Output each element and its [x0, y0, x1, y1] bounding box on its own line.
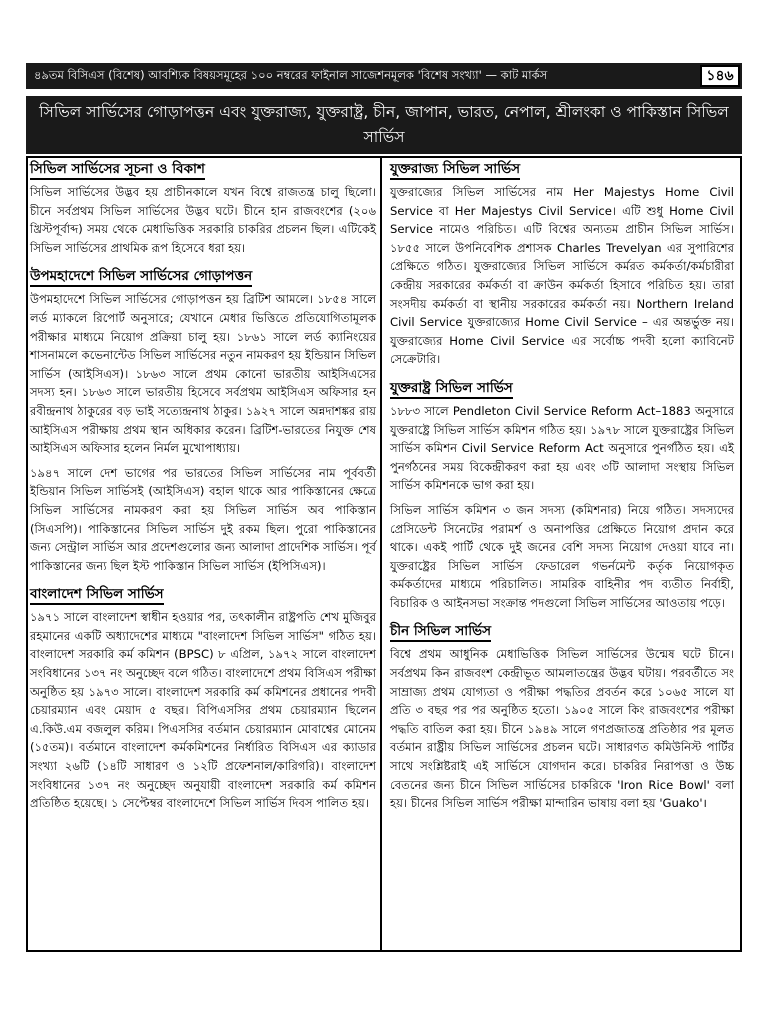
- paragraph: উপমহাদেশে সিভিল সার্ভিসের গোড়াপত্তন হয় ব্রিটিশ আমলে। ১৮৫৪ সালে লর্ড ম্যাকলে রিপোর্ট অনুসারে; যেখানে মেধার ভিত্তিতে প্রতিযোগিতামূলক পরীক্ষার মাধ্যমে নিয়োগ প্রক্রিয়া চালু হয়। ১৮৬১ সালে লর্ড ক্যানিংয়ের শাসনামলে কভেনান্টেড সিভিল সার্ভিসের নতুন নামকরণ হয় ইন্ডিয়ান সিভিল সার্ভিস (আইসিএস)। ১৮৬৩ সালে প্রথম কোনো ভারতীয় আইসিএসের সদস্য হন। ১৮৬৩ সালে ভারতীয় হিসেবে সর্বপ্রথম আইসিএস অফিসার হন রবীন্দ্রনাথ ঠাকুরের বড় ভাই সত্যেন্দ্রনাথ ঠাকুর। ১৯২৭ সালে অন্নদাশঙ্কর রায় আইসিএস পরীক্ষায় প্রথম স্থান অধিকার করেন। ব্রিটিশ-ভারতের নিযুক্ত শেষ আইসিএস অফিসার হলেন নির্মল মুখোপাধ্যায়।: [30, 292, 376, 456]
- section-title: যুক্তরাজ্য সিভিল সার্ভিস: [390, 160, 520, 180]
- section-title: উপমহাদেশে সিভিল সার্ভিসের গোড়াপত্তন: [30, 267, 252, 287]
- section-civil-service-origin: [30, 158, 376, 257]
- paragraph: সিভিল সার্ভিস কমিশন ৩ জন সদস্য (কমিশনার) নিয়ে গঠিত। সদস্যদের প্রেসিডেন্ট সিনেটের পরামর্শ ও অনাপত্তির প্রেক্ষিতে নিয়োগ প্রদান করে থাকে। একই পার্টি থেকে দুই জনের বেশি সদস্য নিয়োগ দেওয়া যাবে না। যুক্তরাষ্ট্রের সিভিল সার্ভিস ফেডারেল গভর্নমেন্ট কর্তৃক নিয়োগকৃত কর্মকর্তাদের মাধ্যমে পরিচালিত। সামরিক বাহিনীর পদ ব্যতীত নির্বাহী, বিচারিক ও আইনসভা সংক্রান্ত পদগুলো সিভিল সার্ভিসের আওতায় পড়ে।: [390, 502, 734, 610]
- section-title: যুক্তরাষ্ট্র সিভিল সার্ভিস: [390, 379, 513, 399]
- section-subcontinent-civil-service: [30, 265, 376, 575]
- section-uk-civil-service: [390, 158, 734, 369]
- paragraph: ১৯৭১ সালে বাংলাদেশ স্বাধীন হওয়ার পর, তৎকালীন রাষ্ট্রপতি শেখ মুজিবুর রহমানের একটি অধ্যাদেশের মাধ্যমে "বাংলাদেশ সিভিল সার্ভিস" গঠিত হয়। বাংলাদেশ সরকারি কর্ম কমিশন (BPSC) ৮ এপ্রিল, ১৯৭২ সালে বাংলাদেশ সংবিধানের ১৩৭ নং অনুচ্ছেদ বলে গঠিত। বাংলাদেশে প্রথম বিসিএস পরীক্ষা অনুষ্ঠিত হয় ১৯৭৩ সালে। বাংলাদেশ সরকারি কর্ম কমিশনের প্রধানের পদবী চেয়ারম্যান এবং মেয়াদ ৫ বছর। বিপিএসসির প্রথম চেয়ারম্যান ছিলেন এ.কিউ.এম বজলুল করিম। পিএসসির বর্তমান চেয়ারম্যান মোবাশ্বের মোনেম (১৫তম)। বর্তমানে বাংলাদেশ কর্মকমিশনের নির্ধারিত বিসিএস এর ক্যাডার সংখ্যা ২৬টি (১৪টি সাধারণ ও ১২টি প্রফেশনাল/কারিগরি)। বাংলাদেশ সংবিধানের ১৩৭ নং অনুচ্ছেদ অনুযায়ী বাংলাদেশ সরকারি কর্ম কমিশন প্রতিষ্ঠিত হয়েছে। ১ সেপ্টেম্বর বাংলাদেশে সিভিল সার্ভিস দিবস পালিত হয়।: [30, 610, 376, 811]
- column-divider: [380, 156, 382, 952]
- paragraph: যুক্তরাজ্যের সিভিল সার্ভিসের নাম Her Majestys Home Civil Service বা Her Majestys Civil Service। এটি শুধু Home Civil Service নামেও পরিচিত। এটি বিশ্বের অন্যতম প্রাচীন সিভিল সার্ভিস। ১৮৫৫ সালে উপনিবেশিক প্রশাসক Charles Trevelyan এর সুপারিশের প্রেক্ষিতে গঠিত। যুক্তরাজ্যের সিভিল সার্ভিসে কর্মরত কর্মকর্তা/কর্মচারীরা কেন্দ্রীয় সরকারের কর্মকর্তা বা ক্রাউন কর্মকর্তা হিসাবে পরিচিত হয়। তারা সংসদীয় কর্মকর্তা বা স্থানীয় সরকারের কর্মকর্তা নয়। Northern Ireland Civil Service যুক্তরাজ্যের Home Civil Service – এর অন্তর্ভুক্ত নয়। যুক্তরাজ্যের Home Civil Service এর সর্বোচ্চ পদবী হলো ক্যাবিনেট সেক্রেটারি।: [390, 185, 734, 367]
- header-text: ৪৯তম বিসিএস (বিশেষ) আবশ্যিক বিষয়সমূহের ১০০ নম্বরের ফাইনাল সাজেশনমূলক 'বিশেষ সংখ্যা' — কাট মার্কস: [34, 67, 548, 82]
- paragraph: বিশ্বে প্রথম আধুনিক মেধাভিত্তিক সিভিল সার্ভিসের উন্মেষ ঘটে চীনে। সর্বপ্রথম কিন রাজবংশ কেন্দ্রীভূত আমলাতন্ত্রের উদ্ভব ঘটায়। পরবর্তীতে সং সাম্রাজ্য প্রথম যোগ্যতা ও পরীক্ষা পদ্ধতির প্রবর্তন করে ১০৬৫ সালে যা প্রতি ৩ বছর পর পর অনুষ্ঠিত হতো। ১৯০৫ সালে কিং রাজবংশের পরীক্ষা পদ্ধতি বাতিল করা হয়। চীনে ১৯৪৯ সালে গণপ্রজাতন্ত্র প্রতিষ্ঠার পর মূলত বর্তমান রাষ্ট্রীয় সিভিল সার্ভিসের প্রচলন ঘটে। সাধারণত কমিউনিস্ট পার্টির সাথে সংশ্লিষ্টরাই এই সার্ভিসে যোগদান করে। চাকরির নিরাপত্তা ও উচ্চ বেতনের জন্য চীনে সিভিল সার্ভিসের চাকরিকে 'Iron Rice Bowl' বলা হয়। চীনের সিভিল সার্ভিস পরীক্ষা মান্দারিন ভাষায় বলা হয় 'Guako'।: [390, 647, 734, 811]
- section-usa-civil-service: [390, 377, 734, 613]
- section-title: বাংলাদেশ সিভিল সার্ভিস: [30, 585, 164, 605]
- section-china-civil-service: [390, 620, 734, 812]
- right-column: [390, 158, 734, 821]
- page-header: [26, 63, 742, 89]
- section-title: চীন সিভিল সার্ভিস: [390, 622, 491, 642]
- section-title: সিভিল সার্ভিসের সূচনা ও বিকাশ: [30, 160, 205, 180]
- section-bangladesh-civil-service: [30, 583, 376, 813]
- page-number: ১৪৬: [700, 65, 740, 87]
- paragraph: ১৯৪৭ সালে দেশ ভাগের পর ভারতের সিভিল সার্ভিসের নাম পূর্ববর্তী ইন্ডিয়ান সিভিল সার্ভিসই (আইসিএস) বহাল থাকে আর পাকিস্তানের ক্ষেত্রে সিভিল সার্ভিসের নামকরণ করা হয় সিভিল সার্ভিস অব পাকিস্তান (সিএসপি)। পাকিস্তানের সিভিল সার্ভিস দুই রকম ছিল। পুরো পাকিস্তানের জন্য সেন্ট্রাল সার্ভিস আর প্রদেশগুলোর জন্য আলাদা প্রাদেশিক সার্ভিস। পূর্ব পাকিস্তানের জন্য ছিল ইস্ট পাকিস্তান সিভিল সার্ভিস (ইপিসিএস)।: [30, 465, 376, 573]
- paragraph: সিভিল সার্ভিসের উদ্ভব হয় প্রাচীনকালে যখন বিশ্বে রাজতন্ত্র চালু ছিলো। চীনে সর্বপ্রথম সিভিল সার্ভিসের উদ্ভব ঘটে। চীনে হান রাজবংশের (২০৬ খ্রিস্টপূর্বাব্দ) সময় থেকে মেধাভিত্তিক সরকারি চাকরির প্রচলন ছিল। এটিকেই সিভিল সার্ভিসের প্রাথমিক রূপ হিসেবে ধরা হয়।: [30, 185, 376, 255]
- page-title: সিভিল সার্ভিসের গোড়াপত্তন এবং যুক্তরাজ্য, যুক্তরাষ্ট্র, চীন, জাপান, ভারত, নেপাল, শ্রীলংকা ও পাকিস্তান সিভিল সার্ভিস: [26, 96, 742, 154]
- left-column: [30, 158, 376, 821]
- paragraph: ১৮৮৩ সালে Pendleton Civil Service Reform Act–1883 অনুসারে যুক্তরাষ্ট্রে সিভিল সার্ভিস কমিশন গঠিত হয়। ১৯৭৮ সালে যুক্তরাষ্ট্রের সিভিল সার্ভিস কমিশন Civil Service Reform Act অনুসারে পুনর্গঠিত হয়। এই পুনর্গঠনের সময় বিকেন্দ্রীকরণ করা হয় এবং ৩টি আলাদা সংস্থায় সিভিল সার্ভিস কমিশনকে ভাগ করা হয়।: [390, 403, 734, 493]
